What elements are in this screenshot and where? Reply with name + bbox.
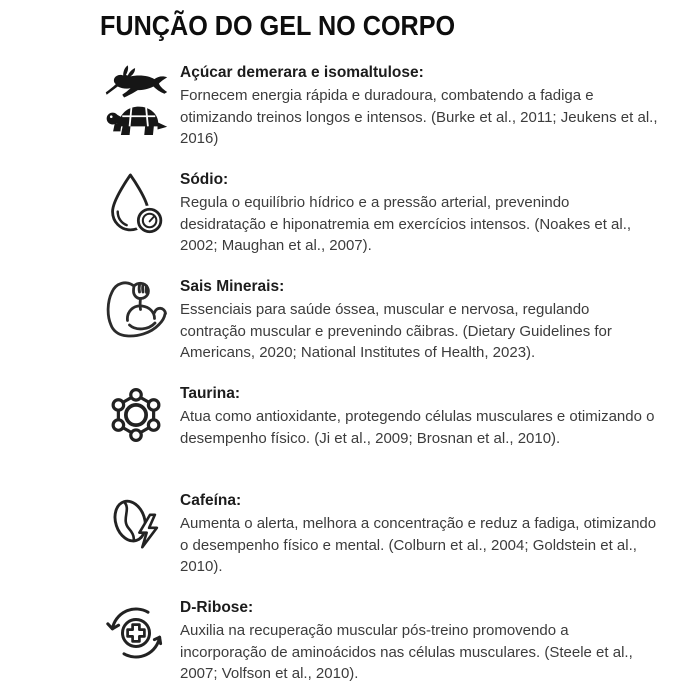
section-taurine: [100, 383, 680, 471]
circular-arrows-plus-icon: [100, 597, 172, 663]
section-text: [180, 490, 658, 578]
section-body: Essenciais para saúde óssea, muscular e nervosa, regulando contração muscular e prevenindo cãibras. (Dietary Guidelines for Americans, 2020; National Institutes of Health, 2023).: [180, 301, 612, 361]
section-sodium: [100, 169, 680, 257]
section-heading: Cafeína:: [180, 492, 242, 509]
section-text: [180, 383, 658, 449]
section-dribose: [100, 597, 680, 685]
hare-and-tortoise-icon: [100, 62, 172, 141]
section-text: [180, 169, 658, 257]
section-body: Atua como antioxidante, protegendo células musculares e otimizando o desempenho físico. (Ji et al., 2009; Brosnan et al., 2010).: [180, 408, 655, 447]
section-body: Fornecem energia rápida e duradoura, combatendo a fadiga e otimizando treinos longos e intensos. (Burke et al., 2011; Jeukens et al., 2016): [180, 87, 658, 147]
molecule-icon: [100, 383, 172, 445]
section-caffeine: [100, 490, 680, 578]
section-sugars: [100, 62, 680, 150]
flexed-bicep-icon: [100, 276, 172, 342]
section-text: [180, 597, 658, 685]
section-body: Regula o equilíbrio hídrico e a pressão arterial, prevenindo desidratação e hiponatremia em exercícios intensos. (Noakes et al., 2002; Maughan et al., 2007).: [180, 194, 632, 254]
page-title: FUNÇÃO DO GEL NO CORPO: [100, 10, 456, 41]
section-heading: Açúcar demerara e isomaltulose:: [180, 64, 424, 81]
section-text: [180, 62, 658, 150]
section-text: [180, 276, 658, 364]
coffee-bean-lightning-icon: [100, 490, 172, 554]
section-body: Aumenta o alerta, melhora a concentração e reduz a fadiga, otimizando o desempenho físico e mental. (Colburn et al., 2004; Goldstein et al., 2010).: [180, 515, 657, 575]
water-drop-gauge-icon: [100, 169, 172, 239]
section-body: Auxilia na recuperação muscular pós-treino promovendo a incorporação de aminoácidos nas células musculares. (Steele et al., 2007; Volfson et al., 2010).: [180, 622, 633, 682]
section-minerals: [100, 276, 680, 364]
section-heading: Sódio:: [180, 171, 229, 188]
section-heading: Taurina:: [180, 385, 240, 402]
section-heading: Sais Minerais:: [180, 278, 285, 295]
section-heading: D-Ribose:: [180, 599, 254, 616]
